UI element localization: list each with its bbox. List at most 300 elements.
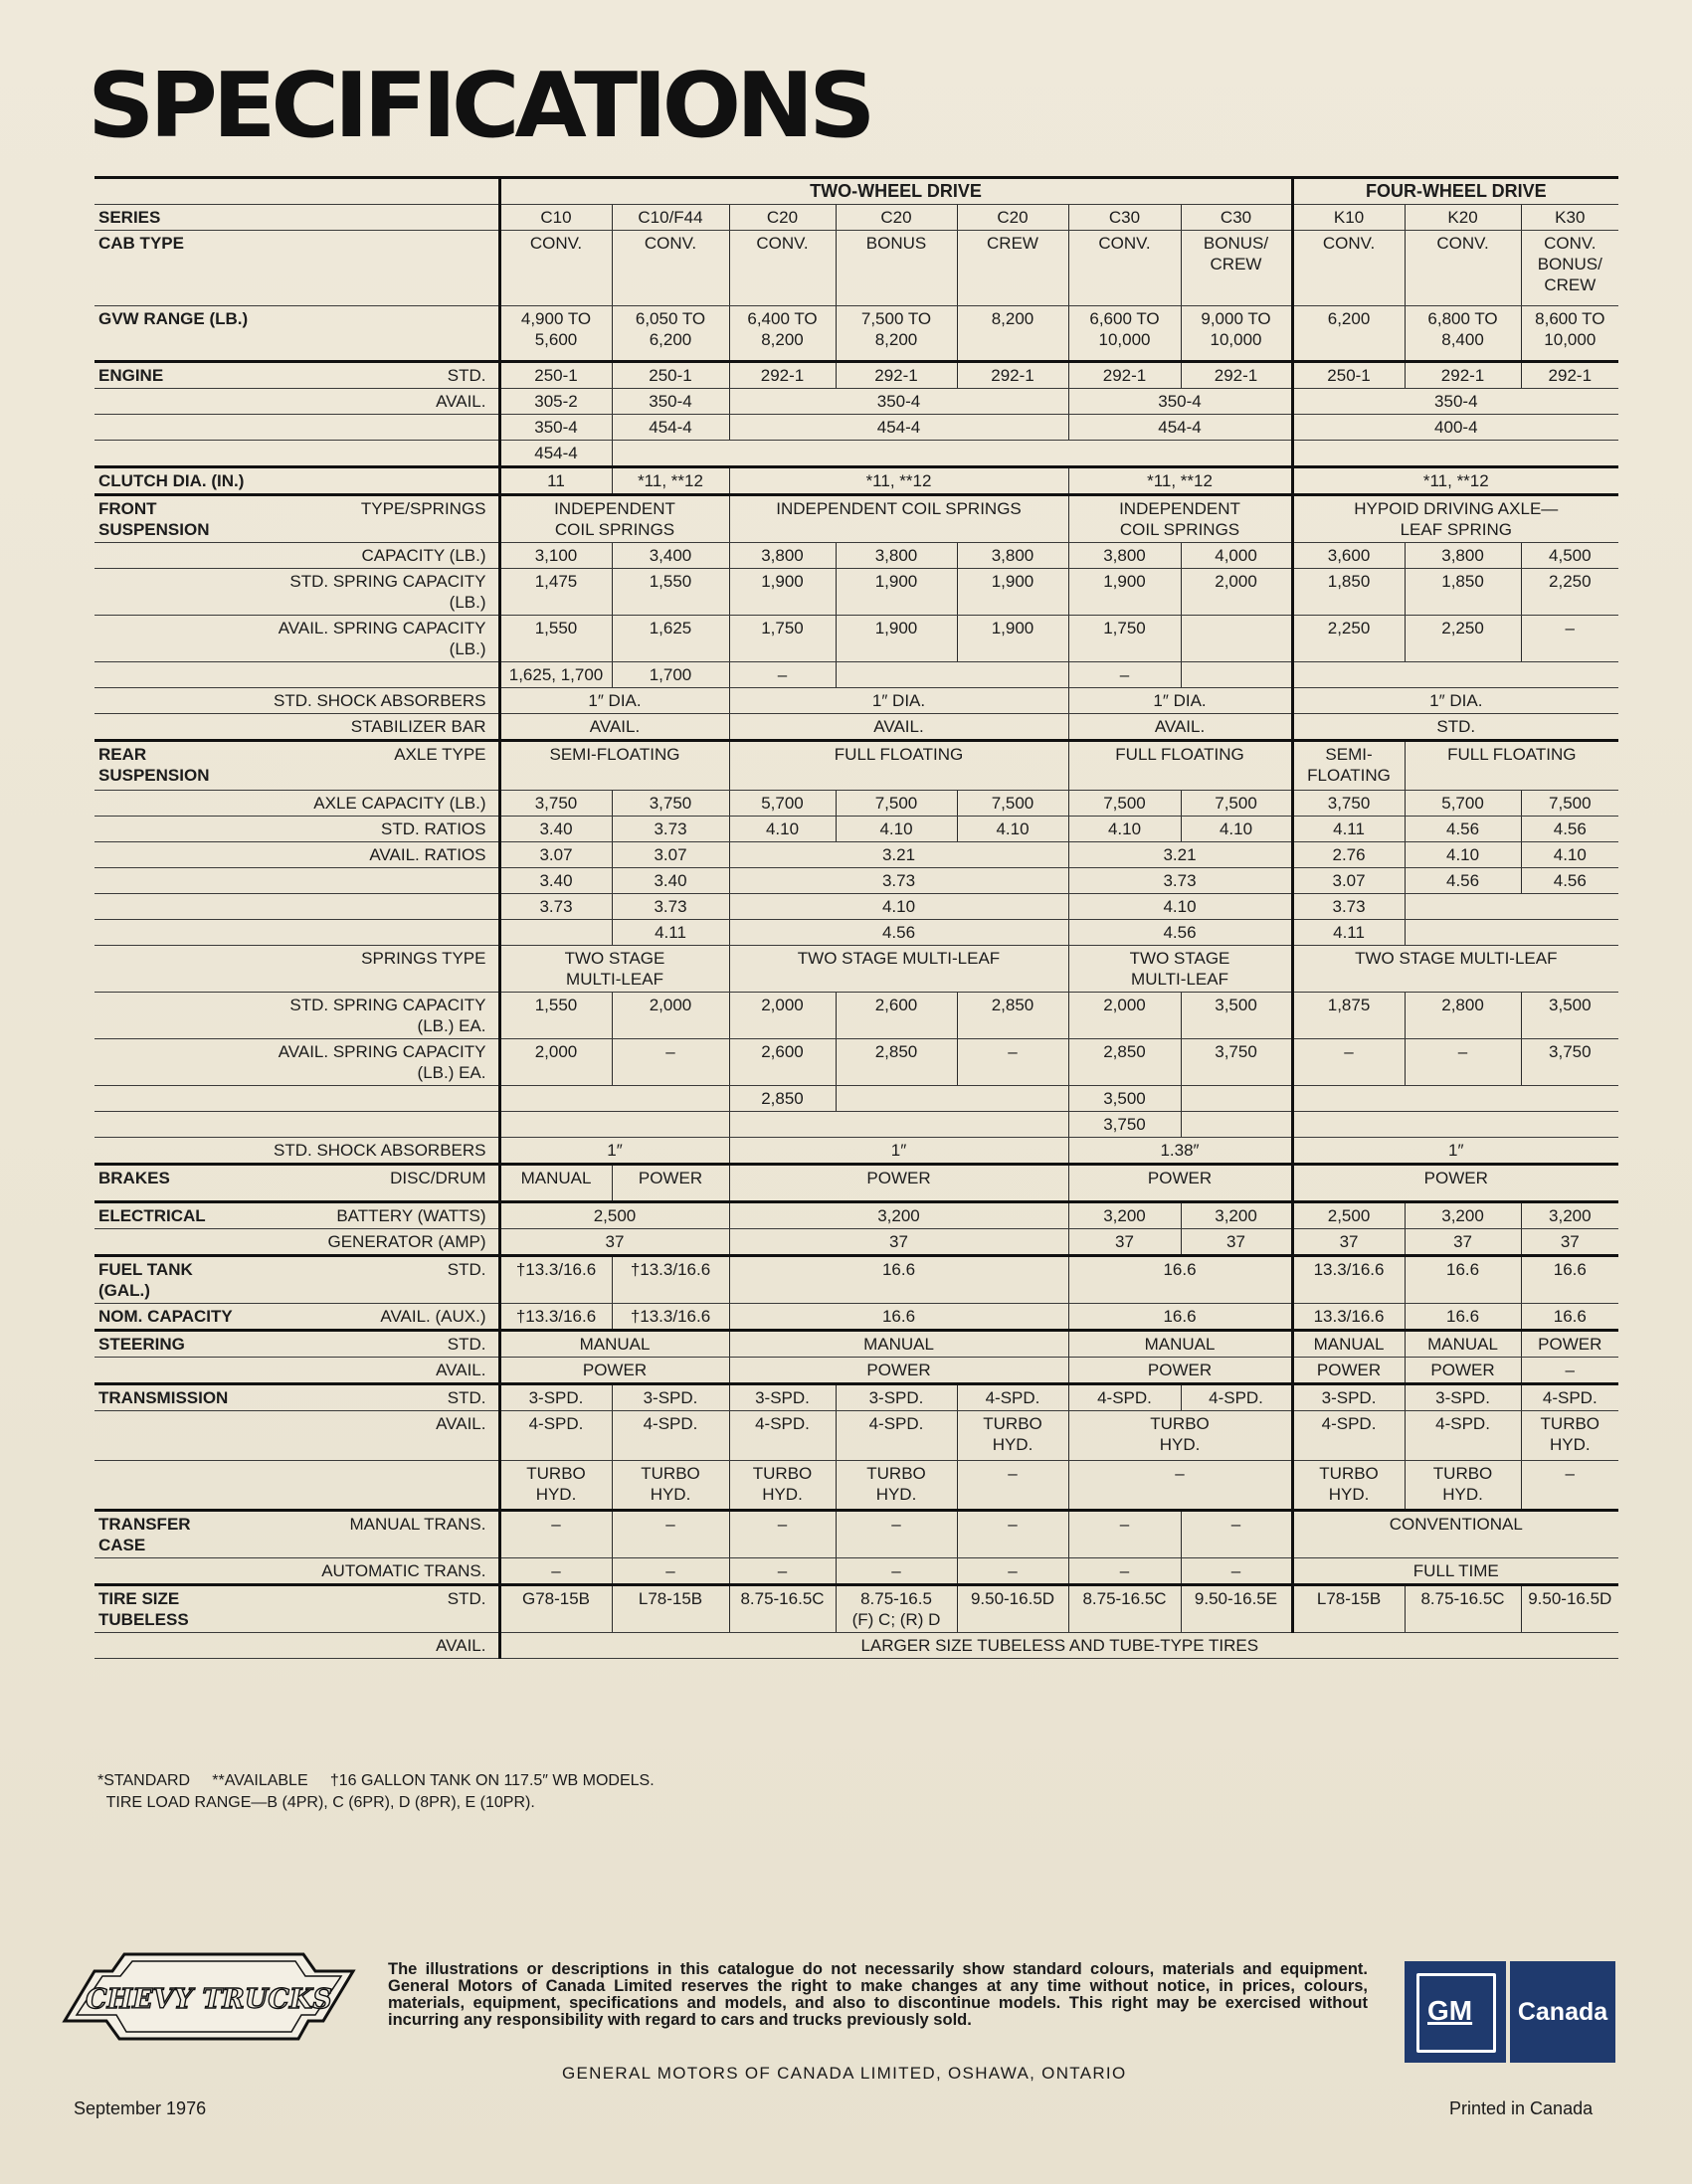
spec-cell: 1″ DIA. (1292, 688, 1618, 714)
spec-cell: C20 (836, 205, 957, 231)
row-sublabel: TYPE/SPRINGS (253, 495, 499, 543)
spec-cell: MANUAL (1405, 1331, 1521, 1358)
specifications-table (94, 176, 1618, 1659)
spec-row (94, 1165, 1618, 1202)
spec-cell: 2,250 (1405, 616, 1521, 662)
spec-cell: 11 (499, 467, 612, 495)
spec-cell: 292-1 (729, 362, 836, 389)
spec-cell: CONV. (1405, 231, 1521, 306)
spec-cell: 3,750 (1181, 1039, 1292, 1086)
spec-cell: 37 (1405, 1229, 1521, 1256)
spec-row (94, 231, 1618, 306)
spec-cell: 2,600 (729, 1039, 836, 1086)
spec-cell (1292, 662, 1618, 688)
spec-cell: 16.6 (1521, 1304, 1618, 1331)
spec-cell: CONV. (1292, 231, 1405, 306)
spec-cell: 1″ (1292, 1138, 1618, 1165)
row-label: REAR SUSPENSION (94, 741, 253, 791)
spec-cell: 6,200 (1292, 306, 1405, 362)
spec-cell: 16.6 (729, 1304, 1068, 1331)
publication-date: September 1976 (74, 2098, 207, 2118)
two-wheel-drive-header: TWO-WHEEL DRIVE (499, 178, 1292, 205)
spec-cell: TURBO HYD. (957, 1411, 1068, 1461)
spec-cell: 1,625, 1,700 (499, 662, 612, 688)
spec-cell: 3,800 (729, 543, 836, 569)
row-sublabel: AXLE CAPACITY (LB.) (253, 791, 499, 817)
spec-cell: 7,500 (1521, 791, 1618, 817)
spec-cell: 1,900 (957, 569, 1068, 616)
spec-row (94, 741, 1618, 791)
spec-cell: 4.10 (1181, 817, 1292, 842)
spec-cell: 4.10 (729, 817, 836, 842)
spec-row (94, 920, 1618, 946)
spec-cell: 16.6 (1068, 1256, 1292, 1304)
spec-cell: 250-1 (612, 362, 729, 389)
printed-in: Printed in Canada (1449, 2098, 1594, 2118)
company-address: GENERAL MOTORS OF CANADA LIMITED, OSHAWA, ONTARIO (562, 2064, 1127, 2083)
spec-cell: – (957, 1558, 1068, 1585)
spec-row (94, 1304, 1618, 1331)
spec-cell: *11, **12 (612, 467, 729, 495)
spec-cell: AVAIL. (729, 714, 1068, 741)
spec-cell: – (957, 1511, 1068, 1558)
spec-cell: – (1068, 1461, 1292, 1511)
spec-cell: TWO STAGE MULTI-LEAF (729, 946, 1068, 993)
spec-cell: 1,850 (1405, 569, 1521, 616)
gm-canada-logo (1405, 1961, 1615, 2063)
spec-cell: *11, **12 (729, 467, 1068, 495)
spec-cell: 16.6 (729, 1256, 1068, 1304)
spec-cell: 1″ (499, 1138, 729, 1165)
spec-cell: 4-SPD. (836, 1411, 957, 1461)
spec-cell: 3,200 (1181, 1202, 1292, 1229)
spec-cell: TURBO HYD. (1292, 1461, 1405, 1511)
spec-cell (1181, 1112, 1292, 1138)
spec-cell: FULL TIME (1292, 1558, 1618, 1585)
spec-cell: 3,750 (1521, 1039, 1618, 1086)
spec-cell: CONV. (499, 231, 612, 306)
spec-cell: 4,500 (1521, 543, 1618, 569)
spec-cell: G78-15B (499, 1585, 612, 1633)
spec-cell: 3.40 (612, 868, 729, 894)
spec-cell: 3,800 (1405, 543, 1521, 569)
spec-cell: 37 (1068, 1229, 1181, 1256)
row-label: FUEL TANK (GAL.) (94, 1256, 253, 1304)
spec-cell: 2.76 (1292, 842, 1405, 868)
spec-cell: – (1292, 1039, 1405, 1086)
spec-cell: 2,800 (1405, 993, 1521, 1039)
spec-cell: MANUAL (499, 1331, 729, 1358)
spec-cell: INDEPENDENT COIL SPRINGS (729, 495, 1068, 543)
spec-row (94, 1511, 1618, 1558)
spec-cell: 3-SPD. (836, 1384, 957, 1411)
spec-cell: 2,850 (729, 1086, 836, 1112)
spec-cell: HYPOID DRIVING AXLE— LEAF SPRING (1292, 495, 1618, 543)
row-label: TIRE SIZE TUBELESS (94, 1585, 253, 1633)
row-sublabel (253, 441, 499, 467)
spec-cell: TURBO HYD. (836, 1461, 957, 1511)
spec-cell: CONV. (612, 231, 729, 306)
row-label (94, 1411, 253, 1461)
spec-cell (1181, 662, 1292, 688)
spec-cell: 3.73 (1292, 894, 1405, 920)
spec-cell: POWER (1521, 1331, 1618, 1358)
spec-cell: 3,500 (1068, 1086, 1181, 1112)
spec-cell: MANUAL (729, 1331, 1068, 1358)
spec-cell: POWER (612, 1165, 729, 1202)
row-label: ENGINE (94, 362, 253, 389)
spec-row (94, 441, 1618, 467)
spec-row (94, 1558, 1618, 1585)
row-sublabel: AXLE TYPE (253, 741, 499, 791)
spec-cell: 3,750 (1292, 791, 1405, 817)
spec-cell: 350-4 (612, 389, 729, 415)
spec-row (94, 1585, 1618, 1633)
row-label (94, 1039, 253, 1086)
spec-cell: 2,000 (729, 993, 836, 1039)
canada-logo-text: Canada (1510, 1961, 1615, 2063)
spec-cell: – (612, 1039, 729, 1086)
spec-cell: 8.75-16.5C (729, 1585, 836, 1633)
spec-cell: 4.10 (1068, 817, 1181, 842)
row-label (94, 1461, 253, 1511)
spec-cell: – (1521, 1461, 1618, 1511)
row-label (94, 662, 253, 688)
row-sublabel (253, 1086, 499, 1112)
spec-cell: TURBO HYD. (499, 1461, 612, 1511)
spec-cell: 37 (1521, 1229, 1618, 1256)
spec-cell: L78-15B (612, 1585, 729, 1633)
row-label (94, 894, 253, 920)
spec-cell: TURBO HYD. (1405, 1461, 1521, 1511)
row-label (94, 415, 253, 441)
row-sublabel: SPRINGS TYPE (253, 946, 499, 993)
spec-cell: 6,050 TO 6,200 (612, 306, 729, 362)
spec-cell: 4-SPD. (1292, 1411, 1405, 1461)
spec-cell: TURBO HYD. (1068, 1411, 1292, 1461)
spec-cell: FULL FLOATING (1068, 741, 1292, 791)
spec-cell: 9.50-16.5D (1521, 1585, 1618, 1633)
spec-cell: 37 (1181, 1229, 1292, 1256)
spec-cell: 1,900 (836, 616, 957, 662)
spec-cell: 4,900 TO 5,600 (499, 306, 612, 362)
spec-cell: 2,000 (1068, 993, 1181, 1039)
spec-cell: 2,000 (1181, 569, 1292, 616)
page-title: SPECIFICATIONS (88, 54, 871, 158)
row-label (94, 1358, 253, 1384)
row-sublabel: STD. SHOCK ABSORBERS (253, 688, 499, 714)
spec-cell: 4-SPD. (729, 1411, 836, 1461)
spec-cell: 4.10 (1068, 894, 1292, 920)
spec-cell: 3.07 (1292, 868, 1405, 894)
spec-cell: – (729, 1558, 836, 1585)
spec-row (94, 1138, 1618, 1165)
spec-cell: 7,500 (836, 791, 957, 817)
spec-cell: 6,600 TO 10,000 (1068, 306, 1181, 362)
spec-cell: 1″ DIA. (729, 688, 1068, 714)
row-sublabel: CAPACITY (LB.) (253, 543, 499, 569)
row-sublabel: STABILIZER BAR (253, 714, 499, 741)
spec-cell: 1,550 (499, 616, 612, 662)
spec-cell: 4.56 (1521, 817, 1618, 842)
spec-cell: 350-4 (729, 389, 1068, 415)
spec-cell: 13.3/16.6 (1292, 1256, 1405, 1304)
spec-cell: 305-2 (499, 389, 612, 415)
spec-cell: C10 (499, 205, 612, 231)
spec-row (94, 714, 1618, 741)
spec-cell: POWER (729, 1165, 1068, 1202)
row-label (94, 1112, 253, 1138)
spec-row (94, 306, 1618, 362)
spec-cell: 2,000 (499, 1039, 612, 1086)
spec-row (94, 688, 1618, 714)
row-sublabel (253, 920, 499, 946)
spec-cell: 4.56 (1405, 817, 1521, 842)
spec-cell: MANUAL (499, 1165, 612, 1202)
spec-cell: INDEPENDENT COIL SPRINGS (499, 495, 729, 543)
spec-cell: – (836, 1511, 957, 1558)
spec-cell (1292, 1086, 1618, 1112)
row-sublabel: AVAIL. SPRING CAPACITY (LB.) (253, 616, 499, 662)
spec-cell: 3,500 (1181, 993, 1292, 1039)
row-sublabel: AVAIL. (253, 1358, 499, 1384)
spec-cell: TWO STAGE MULTI-LEAF (499, 946, 729, 993)
row-label: STEERING (94, 1331, 253, 1358)
spec-cell: 3.73 (612, 894, 729, 920)
spec-cell: SEMI-FLOATING (499, 741, 729, 791)
spec-cell: L78-15B (1292, 1585, 1405, 1633)
spec-cell: C20 (957, 205, 1068, 231)
row-label: GVW RANGE (LB.) (94, 306, 253, 362)
row-label (94, 441, 253, 467)
spec-cell: 292-1 (957, 362, 1068, 389)
spec-cell: 16.6 (1405, 1256, 1521, 1304)
row-sublabel: STD. (253, 1256, 499, 1304)
spec-cell: 2,500 (499, 1202, 729, 1229)
row-label (94, 920, 253, 946)
spec-cell: 2,000 (612, 993, 729, 1039)
spec-cell: 3,400 (612, 543, 729, 569)
row-sublabel: STD. (253, 1331, 499, 1358)
spec-cell: C30 (1068, 205, 1181, 231)
spec-cell: BONUS (836, 231, 957, 306)
spec-cell: 3-SPD. (612, 1384, 729, 1411)
spec-cell: – (1068, 662, 1181, 688)
spec-cell: – (957, 1039, 1068, 1086)
spec-cell: 1,625 (612, 616, 729, 662)
spec-cell (729, 1112, 1068, 1138)
row-sublabel: STD. (253, 1585, 499, 1633)
row-sublabel: AVAIL. (253, 1633, 499, 1659)
disclaimer-text: The illustrations or descriptions in this catalogue do not necessarily show standard colours, materials and equipment. General Motors of Canada Limited reserves the right to make changes at any time without notice, in prices, colours, materials, equipment, specifications and models, and also to discontinue models. This right may be exercised without incurring any responsibility with regard to cars and trucks previously sold. (388, 1960, 1368, 2029)
spec-row (94, 1411, 1618, 1461)
spec-cell: 292-1 (1521, 362, 1618, 389)
spec-cell: 6,400 TO 8,200 (729, 306, 836, 362)
spec-cell: 350-4 (1292, 389, 1618, 415)
spec-cell: – (1181, 1511, 1292, 1558)
spec-cell: 8.75-16.5C (1068, 1585, 1181, 1633)
spec-cell: 2,850 (1068, 1039, 1181, 1086)
spec-cell: 1,900 (957, 616, 1068, 662)
spec-row (94, 1039, 1618, 1086)
spec-cell: †13.3/16.6 (499, 1304, 612, 1331)
spec-cell: 1,700 (612, 662, 729, 688)
spec-cell: POWER (729, 1358, 1068, 1384)
spec-row (94, 662, 1618, 688)
spec-cell: 8.75-16.5C (1405, 1585, 1521, 1633)
spec-row (94, 1112, 1618, 1138)
spec-cell: – (836, 1558, 957, 1585)
spec-cell: 1,750 (1068, 616, 1181, 662)
spec-row (94, 868, 1618, 894)
spec-cell: C10/F44 (612, 205, 729, 231)
row-sublabel: GENERATOR (AMP) (253, 1229, 499, 1256)
spec-cell: 3-SPD. (499, 1384, 612, 1411)
spec-cell: 1,900 (729, 569, 836, 616)
spec-cell: 4-SPD. (1068, 1384, 1181, 1411)
spec-cell: 454-4 (729, 415, 1068, 441)
spec-cell: 4,000 (1181, 543, 1292, 569)
spec-cell: INDEPENDENT COIL SPRINGS (1068, 495, 1292, 543)
spec-cell: 37 (729, 1229, 1068, 1256)
footnote-line: TIRE LOAD RANGE—B (4PR), C (6PR), D (8PR), E (10PR). (97, 1794, 535, 1811)
spec-cell: LARGER SIZE TUBELESS AND TUBE-TYPE TIRES (499, 1633, 1618, 1659)
spec-cell: 1″ DIA. (1068, 688, 1292, 714)
spec-cell: 454-4 (1068, 415, 1292, 441)
spec-cell: K10 (1292, 205, 1405, 231)
spec-cell: POWER (1292, 1165, 1618, 1202)
logo-text: CHEVY TRUCKS (86, 1984, 332, 2015)
spec-row (94, 389, 1618, 415)
spec-cell: 7,500 (957, 791, 1068, 817)
spec-cell: 3,750 (1068, 1112, 1181, 1138)
spec-cell: 37 (499, 1229, 729, 1256)
row-sublabel: AVAIL. (253, 1411, 499, 1461)
spec-cell: 7,500 (1068, 791, 1181, 817)
spec-cell: CONV. (1068, 231, 1181, 306)
spec-cell: CONV. (729, 231, 836, 306)
row-sublabel (253, 205, 499, 231)
spec-cell: MANUAL (1068, 1331, 1292, 1358)
spec-cell: 9.50-16.5D (957, 1585, 1068, 1633)
spec-cell: 2,850 (957, 993, 1068, 1039)
spec-cell: 3,800 (957, 543, 1068, 569)
row-sublabel (253, 231, 499, 306)
spec-cell: 9.50-16.5E (1181, 1585, 1292, 1633)
spec-cell (612, 441, 1292, 467)
row-label (94, 791, 253, 817)
spec-cell: 1,475 (499, 569, 612, 616)
spec-cell: 1,900 (836, 569, 957, 616)
row-label: TRANSFER CASE (94, 1511, 253, 1558)
spec-cell: †13.3/16.6 (499, 1256, 612, 1304)
spec-cell: 4-SPD. (499, 1411, 612, 1461)
spec-cell: *11, **12 (1068, 467, 1292, 495)
spec-cell: 1,550 (499, 993, 612, 1039)
spec-cell: POWER (499, 1358, 729, 1384)
spec-row (94, 993, 1618, 1039)
spec-cell: 6,800 TO 8,400 (1405, 306, 1521, 362)
spec-cell: 3,600 (1292, 543, 1405, 569)
spec-row (94, 1256, 1618, 1304)
row-sublabel: AVAIL. (253, 389, 499, 415)
spec-cell: 3,500 (1521, 993, 1618, 1039)
spec-cell: 16.6 (1405, 1304, 1521, 1331)
spec-cell: 292-1 (836, 362, 957, 389)
row-sublabel: MANUAL TRANS. (253, 1511, 499, 1558)
spec-cell: POWER (1068, 1358, 1292, 1384)
chevy-trucks-logo (55, 1949, 363, 2044)
row-sublabel: STD. RATIOS (253, 817, 499, 842)
spec-cell: 3,800 (836, 543, 957, 569)
row-sublabel: STD. (253, 1384, 499, 1411)
row-label: CLUTCH DIA. (IN.) (94, 467, 253, 495)
spec-cell: TURBO HYD. (1521, 1411, 1618, 1461)
row-sublabel (253, 868, 499, 894)
spec-row (94, 362, 1618, 389)
spec-cell: 13.3/16.6 (1292, 1304, 1405, 1331)
spec-row (94, 467, 1618, 495)
spec-cell: 1.38″ (1068, 1138, 1292, 1165)
spec-cell (1292, 1112, 1618, 1138)
row-label (94, 993, 253, 1039)
spec-cell: 2,250 (1521, 569, 1618, 616)
row-label (94, 817, 253, 842)
spec-cell: 4-SPD. (1405, 1411, 1521, 1461)
spec-cell: 4.10 (1521, 842, 1618, 868)
spec-cell: 4.56 (1068, 920, 1292, 946)
spec-cell: 250-1 (499, 362, 612, 389)
spec-cell: 1″ DIA. (499, 688, 729, 714)
spec-cell: 3,200 (1521, 1202, 1618, 1229)
spec-row (94, 1633, 1618, 1659)
spec-cell (499, 1112, 729, 1138)
spec-cell: 454-4 (612, 415, 729, 441)
drive-group-header (94, 178, 1618, 205)
spec-cell: 5,700 (1405, 791, 1521, 817)
spec-cell: – (1068, 1511, 1181, 1558)
spec-cell: 1,900 (1068, 569, 1181, 616)
spec-cell: 4-SPD. (1521, 1384, 1618, 1411)
spec-cell: *11, **12 (1292, 467, 1618, 495)
row-label (94, 1229, 253, 1256)
row-label (94, 569, 253, 616)
spec-cell: 8,600 TO 10,000 (1521, 306, 1618, 362)
spec-cell: FULL FLOATING (1405, 741, 1618, 791)
spec-row (94, 415, 1618, 441)
spec-cell: 4.56 (1521, 868, 1618, 894)
spec-cell: 3,750 (612, 791, 729, 817)
spec-cell: CONV. BONUS/ CREW (1521, 231, 1618, 306)
spec-cell (499, 1086, 729, 1112)
spec-cell: 350-4 (1068, 389, 1292, 415)
spec-cell: 2,250 (1292, 616, 1405, 662)
row-sublabel (253, 662, 499, 688)
spec-cell: – (729, 662, 836, 688)
spec-cell: – (612, 1558, 729, 1585)
spec-row (94, 1202, 1618, 1229)
row-label: TRANSMISSION (94, 1384, 253, 1411)
spec-row (94, 616, 1618, 662)
spec-cell: C30 (1181, 205, 1292, 231)
spec-cell: TWO STAGE MULTI-LEAF (1292, 946, 1618, 993)
spec-cell: 3-SPD. (1405, 1384, 1521, 1411)
spec-cell: AVAIL. (1068, 714, 1292, 741)
spec-cell: 8.75-16.5 (F) C; (R) D (836, 1585, 957, 1633)
spec-cell (1405, 894, 1618, 920)
spec-cell: TURBO HYD. (729, 1461, 836, 1511)
spec-cell: – (729, 1511, 836, 1558)
